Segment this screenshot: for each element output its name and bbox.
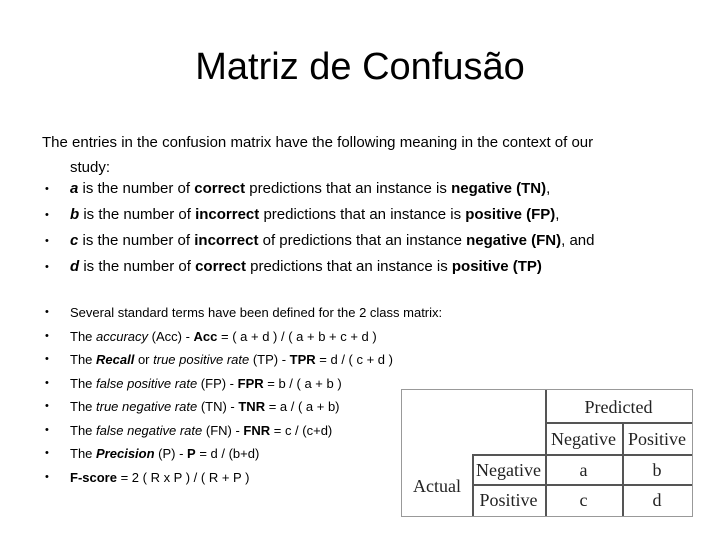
- matrix-divider-horizontal-2: [472, 454, 692, 456]
- slide-title: Matriz de Confusão: [195, 46, 525, 88]
- entry-c: • c is the number of incorrect of predictions that an instance negative (FN), and: [42, 228, 702, 254]
- matrix-divider-horizontal: [545, 422, 692, 424]
- term-fnr: • The false negative rate (FN) - FNR = c / (c+d): [42, 419, 512, 443]
- term-precision: • The Precision (P) - P = d / (b+d): [42, 442, 512, 466]
- term-accuracy: • The accuracy (Acc) - Acc = ( a + d ) / ( a + b + c + d ): [42, 325, 512, 349]
- entry-d: • d is the number of correct predictions that an instance is positive (TP): [42, 254, 702, 280]
- header-predicted: Predicted: [584, 396, 653, 417]
- matrix-divider-vertical-2: [622, 424, 624, 516]
- entries-list: [42, 176, 702, 280]
- cell-d: d: [652, 489, 662, 510]
- confusion-matrix-table: [401, 389, 693, 517]
- intro-line-1: The entries in the confusion matrix have the following meaning in the context of our: [42, 134, 594, 151]
- intro-paragraph: [42, 130, 682, 180]
- term-recall: • The Recall or true positive rate (TP) - TPR = d / ( c + d ): [42, 348, 512, 372]
- cell-b: b: [652, 459, 662, 480]
- matrix-divider-horizontal-3: [472, 484, 692, 486]
- matrix-divider-vertical: [545, 390, 547, 516]
- term-fpr: • The false positive rate (FP) - FPR = b / ( a + b ): [42, 372, 512, 396]
- cell-c: c: [579, 489, 588, 510]
- term-tnr: • The true negative rate (TN) - TNR = a / ( a + b): [42, 395, 512, 419]
- term-intro: • Several standard terms have been defined for the 2 class matrix:: [42, 301, 512, 325]
- entry-b: • b is the number of incorrect predictions that an instance is positive (FP),: [42, 202, 702, 228]
- entry-a: • a is the number of correct predictions that an instance is negative (TN),: [42, 176, 702, 202]
- col-negative: Negative: [551, 428, 616, 449]
- row-negative: Negative: [476, 459, 541, 480]
- header-actual: Actual: [413, 475, 461, 496]
- col-positive: Positive: [627, 428, 686, 449]
- cell-a: a: [579, 459, 588, 480]
- intro-line-2: study:: [70, 159, 111, 176]
- row-positive: Positive: [479, 489, 538, 510]
- term-fscore: • F-score = 2 ( R x P ) / ( R + P ): [42, 466, 512, 490]
